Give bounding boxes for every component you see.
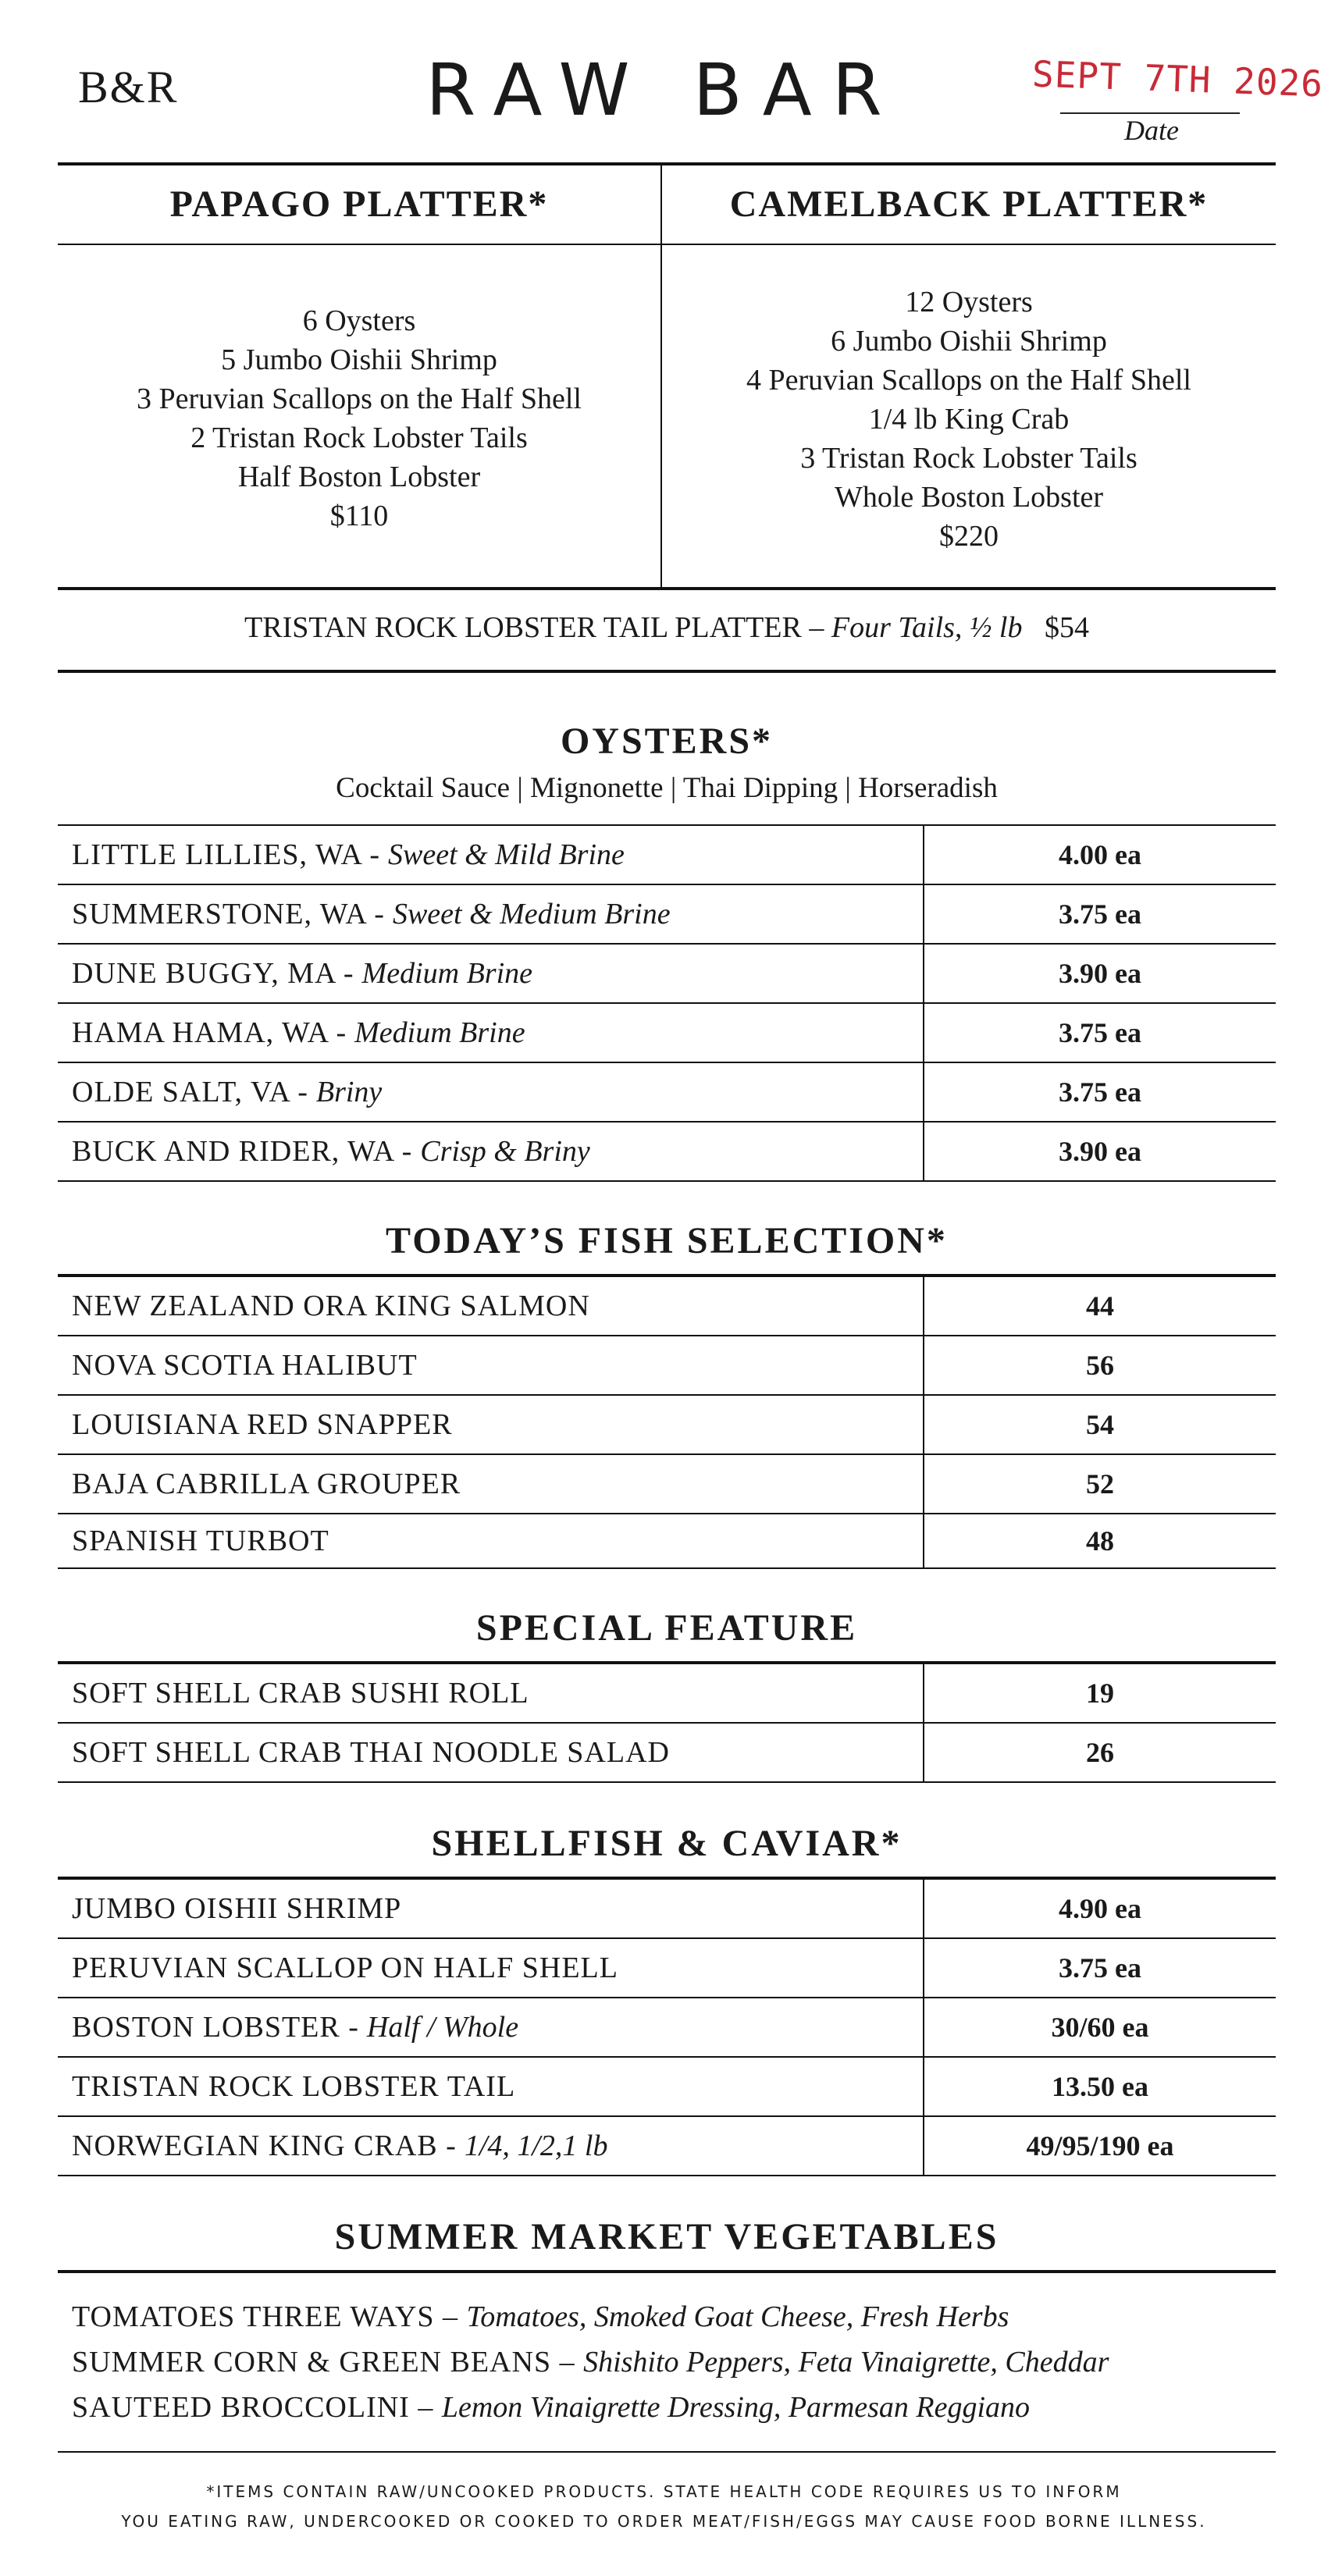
platter-item: 5 Jumbo Oishii Shrimp xyxy=(221,343,497,376)
table-row xyxy=(58,1004,1276,1063)
table-row xyxy=(58,2058,1276,2117)
item-price: 4.00 ea xyxy=(1059,839,1141,870)
camelback-platter-items xyxy=(662,283,1276,556)
platter-item: 12 Oysters xyxy=(905,286,1033,318)
item-price: 3.90 ea xyxy=(1059,958,1141,989)
item-name: NORWEGIAN KING CRAB - 1/4, 1/2,1 lb xyxy=(58,2117,924,2175)
divider xyxy=(58,670,1276,673)
platter-item: 2 Tristan Rock Lobster Tails xyxy=(190,422,528,454)
vegetables-title: SUMMER MARKET VEGETABLES xyxy=(334,2216,999,2258)
table-row xyxy=(58,1455,1276,1514)
disclaimer-line: *ITEMS CONTAIN RAW/UNCOOKED PRODUCTS. STATE HEALTH CODE REQUIRES US TO INFORM xyxy=(206,2482,1122,2501)
item-name: SPANISH TURBOT xyxy=(58,1514,924,1567)
table-row xyxy=(58,945,1276,1004)
platter-item: 4 Peruvian Scallops on the Half Shell xyxy=(746,364,1191,397)
oyster-sauces: Cocktail Sauce | Mignonette | Thai Dipping | Horseradish xyxy=(336,772,998,804)
item-price: 3.90 ea xyxy=(1059,1136,1141,1167)
table-row xyxy=(58,1998,1276,2058)
page-title: RAW BAR xyxy=(425,48,903,132)
platter-item: 3 Tristan Rock Lobster Tails xyxy=(800,442,1138,475)
disclaimer-line: YOU EATING RAW, UNDERCOOKED OR COOKED TO ORDER MEAT/FISH/EGGS MAY CAUSE FOOD BORNE ILLNESS. xyxy=(121,2512,1207,2531)
table-row xyxy=(58,1939,1276,1998)
item-price: 3.75 ea xyxy=(1059,1017,1141,1048)
platter-item: 1/4 lb King Crab xyxy=(868,403,1070,436)
tail-platter-dash: – xyxy=(809,611,824,644)
item-name: LITTLE LILLIES, WA - Sweet & Mild Brine xyxy=(58,826,924,884)
special-title: SPECIAL FEATURE xyxy=(475,1607,858,1649)
fish-title: TODAY’S FISH SELECTION* xyxy=(386,1220,948,1261)
table-row xyxy=(58,826,1276,885)
item-name: TRISTAN ROCK LOBSTER TAIL xyxy=(58,2058,924,2115)
table-row xyxy=(58,1123,1276,1182)
tail-platter-price: $54 xyxy=(1044,611,1089,644)
divider xyxy=(58,162,1276,165)
item-name: SOFT SHELL CRAB SUSHI ROLL xyxy=(58,1664,924,1722)
tail-platter-line xyxy=(58,610,1276,645)
shellfish-table xyxy=(58,1877,1276,2176)
item-price: 54 xyxy=(1086,1409,1114,1440)
table-row xyxy=(58,1063,1276,1123)
platter-price: $110 xyxy=(329,500,389,532)
item-price: 49/95/190 ea xyxy=(1026,2130,1174,2161)
logo: B&R xyxy=(78,62,179,112)
divider xyxy=(58,2270,1276,2273)
platter-item: Whole Boston Lobster xyxy=(834,481,1104,514)
item-name: JUMBO OISHII SHRIMP xyxy=(58,1880,924,1937)
oysters-title: OYSTERS* xyxy=(560,720,774,762)
item-price: 4.90 ea xyxy=(1059,1893,1141,1924)
item-price: 3.75 ea xyxy=(1059,1952,1141,1984)
item-price: 44 xyxy=(1086,1290,1114,1322)
papago-platter-items xyxy=(58,301,660,535)
item-name: BOSTON LOBSTER - Half / Whole xyxy=(58,1998,924,2056)
item-name: NEW ZEALAND ORA KING SALMON xyxy=(58,1277,924,1335)
item-price: 3.75 ea xyxy=(1059,1076,1141,1108)
fish-table xyxy=(58,1274,1276,1569)
divider xyxy=(58,2451,1276,2453)
item-price: 48 xyxy=(1086,1525,1114,1557)
item-price: 26 xyxy=(1086,1737,1114,1768)
divider xyxy=(58,587,1276,590)
item-name: BUCK AND RIDER, WA - Crisp & Briny xyxy=(58,1123,924,1180)
platter-item: 6 Oysters xyxy=(302,304,416,337)
table-row xyxy=(58,885,1276,945)
item-name: PERUVIAN SCALLOP ON HALF SHELL xyxy=(58,1939,924,1997)
item-name: DUNE BUGGY, MA - Medium Brine xyxy=(58,945,924,1002)
vegetable-item: SAUTEED BROCCOLINI – Lemon Vinaigrette Dressing, Parmesan Reggiano xyxy=(72,2391,1031,2424)
table-row xyxy=(58,1664,1276,1724)
special-table xyxy=(58,1661,1276,1783)
item-price: 3.75 ea xyxy=(1059,898,1141,930)
item-price: 19 xyxy=(1086,1678,1114,1709)
item-name: SOFT SHELL CRAB THAI NOODLE SALAD xyxy=(58,1724,924,1781)
item-price: 56 xyxy=(1086,1350,1114,1381)
item-name: OLDE SALT, VA - Briny xyxy=(58,1063,924,1121)
date-label: Date xyxy=(1124,115,1179,146)
vegetable-item: SUMMER CORN & GREEN BEANS – Shishito Peppers, Feta Vinaigrette, Cheddar xyxy=(72,2346,1109,2379)
table-row xyxy=(58,1724,1276,1783)
table-row xyxy=(58,1336,1276,1396)
item-name: NOVA SCOTIA HALIBUT xyxy=(58,1336,924,1394)
handwritten-date: SEPT 7TH 2026 xyxy=(1031,52,1324,105)
papago-platter-title: PAPAGO PLATTER* xyxy=(169,183,549,225)
tail-platter-name: TRISTAN ROCK LOBSTER TAIL PLATTER xyxy=(244,611,802,644)
shellfish-title: SHELLFISH & CAVIAR* xyxy=(431,1823,903,1864)
divider xyxy=(58,244,1276,245)
platter-item: Half Boston Lobster xyxy=(237,461,481,493)
item-name: LOUISIANA RED SNAPPER xyxy=(58,1396,924,1453)
table-row xyxy=(58,1880,1276,1939)
item-name: HAMA HAMA, WA - Medium Brine xyxy=(58,1004,924,1062)
platter-item: 6 Jumbo Oishii Shrimp xyxy=(831,325,1107,358)
item-name: BAJA CABRILLA GROUPER xyxy=(58,1455,924,1513)
vegetable-item: TOMATOES THREE WAYS – Tomatoes, Smoked Goat Cheese, Fresh Herbs xyxy=(72,2300,1009,2333)
platter-price: $220 xyxy=(939,520,999,553)
table-row xyxy=(58,2117,1276,2176)
item-price: 30/60 ea xyxy=(1051,2012,1149,2043)
item-name: SUMMERSTONE, WA - Sweet & Medium Brine xyxy=(58,885,924,943)
oysters-table xyxy=(58,824,1276,1182)
table-row xyxy=(58,1277,1276,1336)
table-row xyxy=(58,1396,1276,1455)
camelback-platter-title: CAMELBACK PLATTER* xyxy=(729,183,1209,225)
item-price: 13.50 ea xyxy=(1052,2071,1148,2102)
item-price: 52 xyxy=(1086,1468,1114,1500)
table-row xyxy=(58,1514,1276,1569)
platter-item: 3 Peruvian Scallops on the Half Shell xyxy=(137,382,582,415)
tail-platter-desc: Four Tails, ½ lb xyxy=(831,611,1023,644)
